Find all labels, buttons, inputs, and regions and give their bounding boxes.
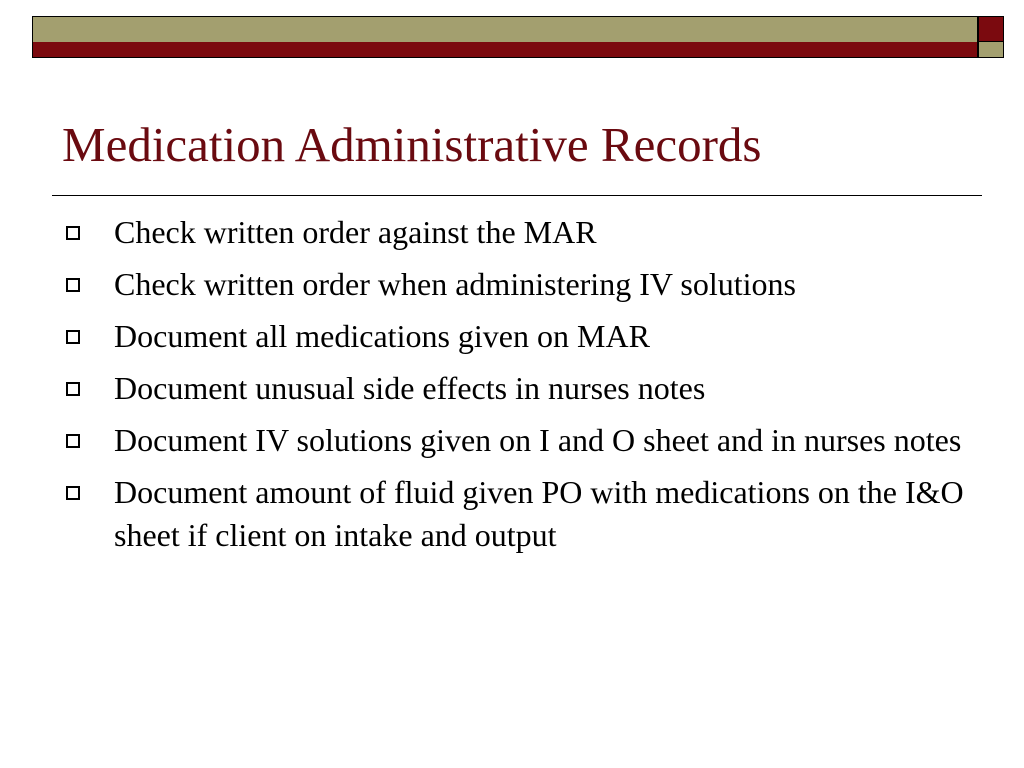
bullet-text: Check written order against the MAR [114, 214, 597, 250]
bullet-item [66, 263, 976, 306]
bullet-text: Check written order when administering IV solutions [114, 266, 796, 302]
square-bullet-icon [66, 382, 80, 396]
square-bullet-icon [66, 278, 80, 292]
bullet-item [66, 367, 976, 410]
header-bar-olive [32, 16, 978, 44]
square-bullet-icon [66, 330, 80, 344]
bullet-text: Document unusual side effects in nurses notes [114, 370, 706, 406]
corner-square-olive [978, 42, 1004, 58]
square-bullet-icon [66, 486, 80, 500]
bullet-text: Document all medications given on MAR [114, 318, 650, 354]
bullet-item [66, 315, 976, 358]
slide-title: Medication Administrative Records [62, 117, 762, 172]
square-bullet-icon [66, 226, 80, 240]
bullet-text: Document amount of fluid given PO with medications on the I&O sheet if client on intake and output [114, 474, 964, 553]
bullet-item [66, 419, 976, 462]
bullet-item [66, 471, 976, 557]
title-divider [52, 195, 982, 196]
bullet-list [66, 211, 976, 566]
square-bullet-icon [66, 434, 80, 448]
header-bar-maroon [32, 42, 978, 58]
corner-square-maroon [978, 16, 1004, 42]
bullet-item [66, 211, 976, 254]
bullet-text: Document IV solutions given on I and O sheet and in nurses notes [114, 422, 962, 458]
